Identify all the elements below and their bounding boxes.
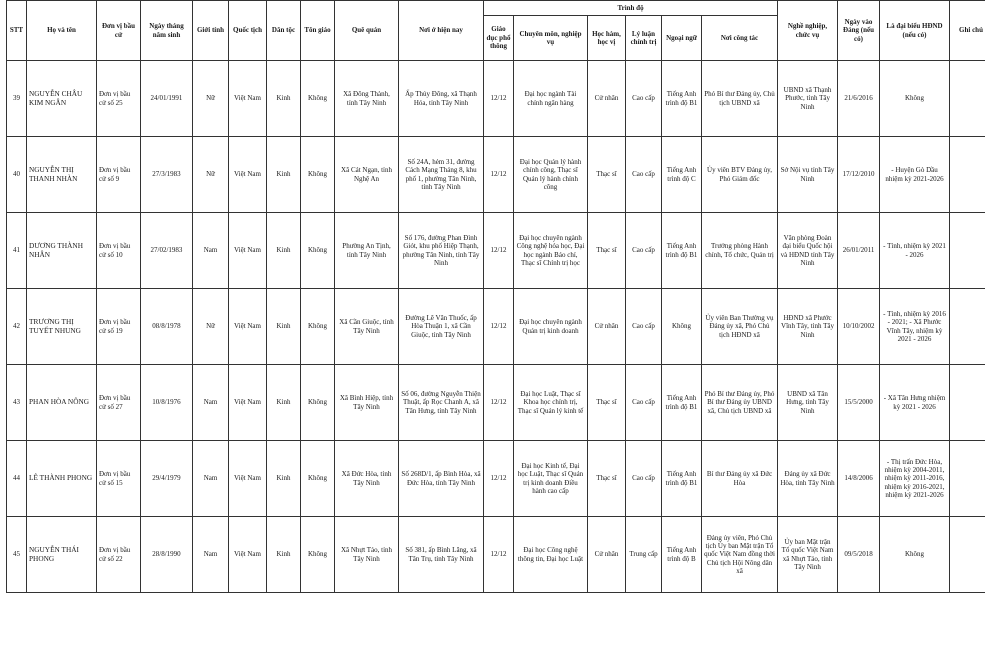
hometown-cell: Xã Cần Giuộc, tỉnh Tây Ninh xyxy=(335,289,399,365)
note-cell xyxy=(950,365,985,441)
gender-cell: Nữ xyxy=(193,289,229,365)
council-delegate-cell: Không xyxy=(880,61,950,137)
political-theory-cell: Cao cấp xyxy=(626,441,662,517)
header-ngay-vao-dang: Ngày vào Đảng (nếu có) xyxy=(838,1,880,61)
header-que-quan: Quê quán xyxy=(335,1,399,61)
nationality-cell: Việt Nam xyxy=(229,61,267,137)
party-date-cell: 21/6/2016 xyxy=(838,61,880,137)
specialty-cell: Đại học Kinh tế, Đại học Luật, Thạc sĩ Quản trị kinh doanh Điều hành cao cấp xyxy=(514,441,588,517)
name-cell: NGUYỄN THỊ THANH NHÀN xyxy=(27,137,97,213)
stt-cell: 45 xyxy=(7,517,27,593)
political-theory-cell: Trung cấp xyxy=(626,517,662,593)
council-delegate-cell: - Huyện Gò Dầu nhiệm kỳ 2021-2026 xyxy=(880,137,950,213)
unit-cell: Đơn vị bầu cử số 25 xyxy=(97,61,141,137)
occupation-cell: Ủy viên BTV Đảng ủy, Phó Giám đốc xyxy=(702,137,778,213)
unit-cell: Đơn vị bầu cử số 15 xyxy=(97,441,141,517)
nationality-cell: Việt Nam xyxy=(229,441,267,517)
general-education-cell: 12/12 xyxy=(484,441,514,517)
name-cell: DƯƠNG THÀNH NHÂN xyxy=(27,213,97,289)
religion-cell: Không xyxy=(301,365,335,441)
name-cell: NGUYỄN THÁI PHONG xyxy=(27,517,97,593)
degree-cell: Thạc sĩ xyxy=(588,137,626,213)
header-noi-o: Nơi ở hiện nay xyxy=(399,1,484,61)
ethnicity-cell: Kinh xyxy=(267,289,301,365)
ethnicity-cell: Kinh xyxy=(267,517,301,593)
residence-cell: Đường Lê Văn Thuốc, ấp Hòa Thuận 1, xã Cần Giuộc, tỉnh Tây Ninh xyxy=(399,289,484,365)
workplace-cell: Ủy ban Mặt trận Tổ quốc Việt Nam xã Nhựt Tảo, tỉnh Tây Ninh xyxy=(778,517,838,593)
header-gioi-tinh: Giới tính xyxy=(193,1,229,61)
name-cell: NGUYỄN CHÂU KIM NGÂN xyxy=(27,61,97,137)
hometown-cell: Xã Đông Thành, tỉnh Tây Ninh xyxy=(335,61,399,137)
candidate-table-sheet xyxy=(6,0,985,593)
table-body xyxy=(7,61,985,593)
dob-cell: 08/8/1978 xyxy=(141,289,193,365)
note-cell xyxy=(950,289,985,365)
occupation-cell: Phó Bí thư Đảng ủy, Chủ tịch UBND xã xyxy=(702,61,778,137)
council-delegate-cell: - Tỉnh, nhiệm kỳ 2021 - 2026 xyxy=(880,213,950,289)
ethnicity-cell: Kinh xyxy=(267,137,301,213)
residence-cell: Số 176, đường Phan Đình Giót, khu phố Hiệp Thạnh, phường Tân Ninh, tỉnh Tây Ninh xyxy=(399,213,484,289)
religion-cell: Không xyxy=(301,213,335,289)
header-nghe-nghiep: Nghề nghiệp, chức vụ xyxy=(778,1,838,61)
council-delegate-cell: - Xã Tân Hưng nhiệm kỳ 2021 - 2026 xyxy=(880,365,950,441)
table-row xyxy=(7,365,985,441)
dob-cell: 29/4/1979 xyxy=(141,441,193,517)
header-hoc-ham: Học hàm, học vị xyxy=(588,16,626,61)
name-cell: LÊ THÀNH PHONG xyxy=(27,441,97,517)
degree-cell: Thạc sĩ xyxy=(588,213,626,289)
table-row xyxy=(7,289,985,365)
council-delegate-cell: Không xyxy=(880,517,950,593)
specialty-cell: Đại học Quản lý hành chính công, Thạc sĩ Quản lý hành chính công xyxy=(514,137,588,213)
foreign-language-cell: Tiếng Anh trình độ C xyxy=(662,137,702,213)
general-education-cell: 12/12 xyxy=(484,365,514,441)
foreign-language-cell: Không xyxy=(662,289,702,365)
political-theory-cell: Cao cấp xyxy=(626,61,662,137)
occupation-cell: Phó Bí thư Đảng ủy, Phó Bí thư Đảng ủy UBND xã, Chủ tịch UBND xã xyxy=(702,365,778,441)
ethnicity-cell: Kinh xyxy=(267,61,301,137)
nationality-cell: Việt Nam xyxy=(229,365,267,441)
gender-cell: Nam xyxy=(193,517,229,593)
gender-cell: Nam xyxy=(193,441,229,517)
header-dan-toc: Dân tộc xyxy=(267,1,301,61)
stt-cell: 43 xyxy=(7,365,27,441)
degree-cell: Cử nhân xyxy=(588,61,626,137)
dob-cell: 10/8/1976 xyxy=(141,365,193,441)
foreign-language-cell: Tiếng Anh trình độ B1 xyxy=(662,441,702,517)
general-education-cell: 12/12 xyxy=(484,137,514,213)
header-don-vi: Đơn vị bầu cử xyxy=(97,1,141,61)
ethnicity-cell: Kinh xyxy=(267,213,301,289)
residence-cell: Ấp Thủy Đông, xã Thạnh Hóa, tỉnh Tây Ninh xyxy=(399,61,484,137)
workplace-cell: Đảng ủy xã Đức Hòa, tỉnh Tây Ninh xyxy=(778,441,838,517)
dob-cell: 27/02/1983 xyxy=(141,213,193,289)
party-date-cell: 17/12/2010 xyxy=(838,137,880,213)
foreign-language-cell: Tiếng Anh trình độ B1 xyxy=(662,213,702,289)
note-cell xyxy=(950,137,985,213)
council-delegate-cell: - Thị trấn Đức Hòa, nhiệm kỳ 2004-2011, nhiệm kỳ 2011-2016, nhiệm kỳ 2016-2021, nhiệm kỳ 2021-2026 xyxy=(880,441,950,517)
stt-cell: 42 xyxy=(7,289,27,365)
hometown-cell: Xã Đức Hòa, tỉnh Tây Ninh xyxy=(335,441,399,517)
unit-cell: Đơn vị bầu cử số 22 xyxy=(97,517,141,593)
header-ngoai-ngu: Ngoại ngữ xyxy=(662,16,702,61)
ethnicity-cell: Kinh xyxy=(267,365,301,441)
religion-cell: Không xyxy=(301,441,335,517)
stt-cell: 44 xyxy=(7,441,27,517)
nationality-cell: Việt Nam xyxy=(229,289,267,365)
note-cell xyxy=(950,61,985,137)
party-date-cell: 14/8/2006 xyxy=(838,441,880,517)
occupation-cell: Đảng ủy viên, Phó Chủ tịch Ủy ban Mặt trận Tổ quốc Việt Nam đồng thời Chủ tịch Hội Nông dân xã xyxy=(702,517,778,593)
gender-cell: Nữ xyxy=(193,61,229,137)
degree-cell: Thạc sĩ xyxy=(588,365,626,441)
workplace-cell: HĐND xã Phước Vĩnh Tây, tỉnh Tây Ninh xyxy=(778,289,838,365)
specialty-cell: Đại học Công nghệ thông tin, Đại học Luật xyxy=(514,517,588,593)
header-quoc-tich: Quốc tịch xyxy=(229,1,267,61)
header-trinh-do: Trình độ xyxy=(484,1,778,16)
occupation-cell: Ủy viên Ban Thường vụ Đảng ủy xã, Phó Chủ tịch HĐND xã xyxy=(702,289,778,365)
residence-cell: Số 06, đường Nguyễn Thiện Thuật, ấp Rọc Chanh A, xã Tân Hưng, tỉnh Tây Ninh xyxy=(399,365,484,441)
workplace-cell: Văn phòng Đoàn đại biểu Quốc hội và HĐND tỉnh Tây Ninh xyxy=(778,213,838,289)
table-row xyxy=(7,213,985,289)
hometown-cell: Xã Nhựt Tảo, tỉnh Tây Ninh xyxy=(335,517,399,593)
nationality-cell: Việt Nam xyxy=(229,517,267,593)
hometown-cell: Phường An Tịnh, tỉnh Tây Ninh xyxy=(335,213,399,289)
degree-cell: Cử nhân xyxy=(588,289,626,365)
gender-cell: Nam xyxy=(193,213,229,289)
hometown-cell: Xã Bình Hiệp, tỉnh Tây Ninh xyxy=(335,365,399,441)
workplace-cell: UBND xã Tân Hưng, tỉnh Tây Ninh xyxy=(778,365,838,441)
party-date-cell: 26/01/2011 xyxy=(838,213,880,289)
religion-cell: Không xyxy=(301,61,335,137)
council-delegate-cell: - Tỉnh, nhiệm kỳ 2016 - 2021; - Xã Phước Vĩnh Tây, nhiệm kỳ 2021 - 2026 xyxy=(880,289,950,365)
degree-cell: Cử nhân xyxy=(588,517,626,593)
political-theory-cell: Cao cấp xyxy=(626,365,662,441)
header-ghi-chu: Ghi chú xyxy=(950,1,985,61)
foreign-language-cell: Tiếng Anh trình độ B1 xyxy=(662,61,702,137)
header-stt: STT xyxy=(7,1,27,61)
religion-cell: Không xyxy=(301,289,335,365)
note-cell xyxy=(950,517,985,593)
stt-cell: 40 xyxy=(7,137,27,213)
foreign-language-cell: Tiếng Anh trình độ B1 xyxy=(662,365,702,441)
workplace-cell: Sở Nội vụ tỉnh Tây Ninh xyxy=(778,137,838,213)
political-theory-cell: Cao cấp xyxy=(626,213,662,289)
residence-cell: Số 24A, hẻm 31, đường Cách Mạng Tháng 8, khu phố 1, phường Tân Ninh, tỉnh Tây Ninh xyxy=(399,137,484,213)
specialty-cell: Đại học chuyên ngành Công nghệ hóa học, Đại học ngành Báo chí, Thạc sĩ Chính trị học xyxy=(514,213,588,289)
political-theory-cell: Cao cấp xyxy=(626,289,662,365)
dob-cell: 27/3/1983 xyxy=(141,137,193,213)
stt-cell: 39 xyxy=(7,61,27,137)
header-ly-luan: Lý luận chính trị xyxy=(626,16,662,61)
workplace-cell: UBND xã Thạnh Phước, tỉnh Tây Ninh xyxy=(778,61,838,137)
table-row xyxy=(7,517,985,593)
gender-cell: Nữ xyxy=(193,137,229,213)
header-chuyen-mon: Chuyên môn, nghiệp vụ xyxy=(514,16,588,61)
header-ho-ten: Họ và tên xyxy=(27,1,97,61)
political-theory-cell: Cao cấp xyxy=(626,137,662,213)
general-education-cell: 12/12 xyxy=(484,61,514,137)
nationality-cell: Việt Nam xyxy=(229,137,267,213)
unit-cell: Đơn vị bầu cử số 27 xyxy=(97,365,141,441)
occupation-cell: Bí thư Đảng ủy xã Đức Hòa xyxy=(702,441,778,517)
nationality-cell: Việt Nam xyxy=(229,213,267,289)
header-ngay-sinh: Ngày tháng năm sinh xyxy=(141,1,193,61)
ethnicity-cell: Kinh xyxy=(267,441,301,517)
table-row xyxy=(7,61,985,137)
general-education-cell: 12/12 xyxy=(484,517,514,593)
header-gdpt: Giáo dục phổ thông xyxy=(484,16,514,61)
unit-cell: Đơn vị bầu cử số 9 xyxy=(97,137,141,213)
unit-cell: Đơn vị bầu cử số 19 xyxy=(97,289,141,365)
specialty-cell: Đại học chuyên ngành Quản trị kinh doanh xyxy=(514,289,588,365)
residence-cell: Số 268D/1, ấp Bình Hòa, xã Đức Hòa, tỉnh Tây Ninh xyxy=(399,441,484,517)
unit-cell: Đơn vị bầu cử số 10 xyxy=(97,213,141,289)
religion-cell: Không xyxy=(301,517,335,593)
stt-cell: 41 xyxy=(7,213,27,289)
candidate-table xyxy=(6,0,985,593)
table-row xyxy=(7,137,985,213)
header-dai-bieu: Là đại biểu HĐND (nếu có) xyxy=(880,1,950,61)
name-cell: TRƯƠNG THỊ TUYẾT NHUNG xyxy=(27,289,97,365)
specialty-cell: Đại học Luật, Thạc sĩ Khoa học chính trị, Thạc sĩ Quản lý kinh tế xyxy=(514,365,588,441)
specialty-cell: Đại học ngành Tài chính ngân hàng xyxy=(514,61,588,137)
gender-cell: Nam xyxy=(193,365,229,441)
general-education-cell: 12/12 xyxy=(484,289,514,365)
dob-cell: 28/8/1990 xyxy=(141,517,193,593)
name-cell: PHAN HÒA NÔNG xyxy=(27,365,97,441)
note-cell xyxy=(950,441,985,517)
degree-cell: Thạc sĩ xyxy=(588,441,626,517)
table-row xyxy=(7,441,985,517)
party-date-cell: 15/5/2000 xyxy=(838,365,880,441)
foreign-language-cell: Tiếng Anh trình độ B xyxy=(662,517,702,593)
hometown-cell: Xã Cát Ngạn, tỉnh Nghệ An xyxy=(335,137,399,213)
dob-cell: 24/01/1991 xyxy=(141,61,193,137)
party-date-cell: 09/5/2018 xyxy=(838,517,880,593)
header-ton-giao: Tôn giáo xyxy=(301,1,335,61)
header-noi-cong-tac: Nơi công tác xyxy=(702,16,778,61)
residence-cell: Số 381, ấp Bình Lăng, xã Tân Trụ, tỉnh Tây Ninh xyxy=(399,517,484,593)
note-cell xyxy=(950,213,985,289)
occupation-cell: Trưởng phòng Hành chính, Tổ chức, Quản trị xyxy=(702,213,778,289)
religion-cell: Không xyxy=(301,137,335,213)
party-date-cell: 10/10/2002 xyxy=(838,289,880,365)
general-education-cell: 12/12 xyxy=(484,213,514,289)
